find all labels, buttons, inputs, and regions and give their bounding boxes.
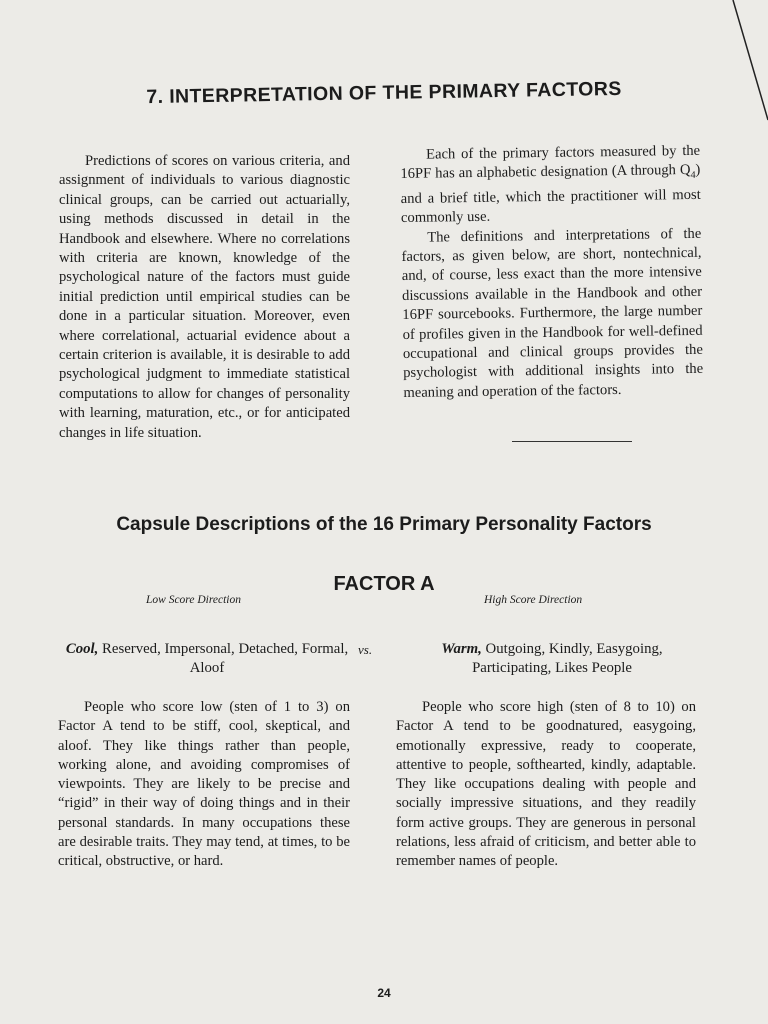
low-traits-rest: Reserved, Impersonal, Detached, Formal, Aloof [98,641,349,677]
capsule-heading: Capsule Descriptions of the 16 Primary Personality Factors [116,514,652,535]
page-number: 24 [377,986,391,1000]
high-score-traits [402,640,702,679]
page-edge-shadow [728,0,768,130]
high-score-paragraph: People who score high (sten of 8 to 10) on Factor A tend to be goodnatured, easygoing, emotionally expressive, ready to cooperate, attentive to people, softhearted, kindly, adaptable. They like occupations dealing with people and socially impressive situations, and they readily form active groups. They are generous in personal relations, less afraid of criticism, and better able to remember names of people. [396,699,696,870]
section-end-rule [512,441,632,442]
low-score-paragraph: People who score low (sten of 1 to 3) on Factor A tend to be stiff, cool, skeptical, and aloof. They like things rather than people, working alone, and avoiding compromises of viewpoints. They are likely to be precise and “rigid” in their way of doing things and in their personal standards. In many occupations these are desirable traits. They may tend, at times, to be critical, obstructive, or hard. [58,699,350,870]
low-score-description [58,698,350,872]
intro-left-column [59,152,350,443]
intro-right-paragraph-2: The definitions and interpretations of the factors, as given below, are short, nontechnical, and, of course, less exact than the more intensive discussions available in the Handbook and other 16PF sourcebooks. Furthermore, the large number of profiles given in the Handbook for well-defined occupational and clinical groups provides the psychologist with additional insights into the meaning and operation of the factors. [401,225,704,401]
intro-right-column [400,142,704,403]
low-score-traits [62,640,352,679]
high-score-description [396,698,696,872]
high-traits-lead: Warm, [441,641,482,657]
intro-right-p1-text-b: ) and a brief title, which the practitioner will most commonly use. [400,162,701,227]
high-score-direction-label: High Score Direction [484,594,583,606]
versus-label: vs. [358,642,373,657]
low-score-direction-label: Low Score Direction [146,594,241,606]
factor-heading: FACTOR A [333,573,435,595]
section-title: 7. INTERPRETATION OF THE PRIMARY FACTORS [146,77,622,109]
q4-subscript: 4 [690,170,696,182]
low-traits-lead: Cool, [65,641,99,657]
intro-right-paragraph-1 [400,142,701,229]
intro-right-p1-text-a: Each of the primary factors measured by the 16PF has an alphabetic designation (A through Q [400,142,701,183]
high-traits-rest: Outgoing, Kindly, Easygoing, Participating, Likes People [472,641,663,677]
intro-left-paragraph: Predictions of scores on various criteria, and assignment of individuals to various diagnostic clinical groups, can be carried out actuarially, using methods discussed in detail in the Handbook and elsewhere. Where no correlations with criteria are known, knowledge of the psychological nature of the factors must guide initial prediction until empirical studies can be done in a particular situation. Moreover, even where correlational, actuarial evidence about a certain criterion is available, it is desirable to add psychological judgment to immediate statistical computations to allow for changes of personality with learning, maturation, etc., or for anticipated changes in life situation. [59,153,350,441]
